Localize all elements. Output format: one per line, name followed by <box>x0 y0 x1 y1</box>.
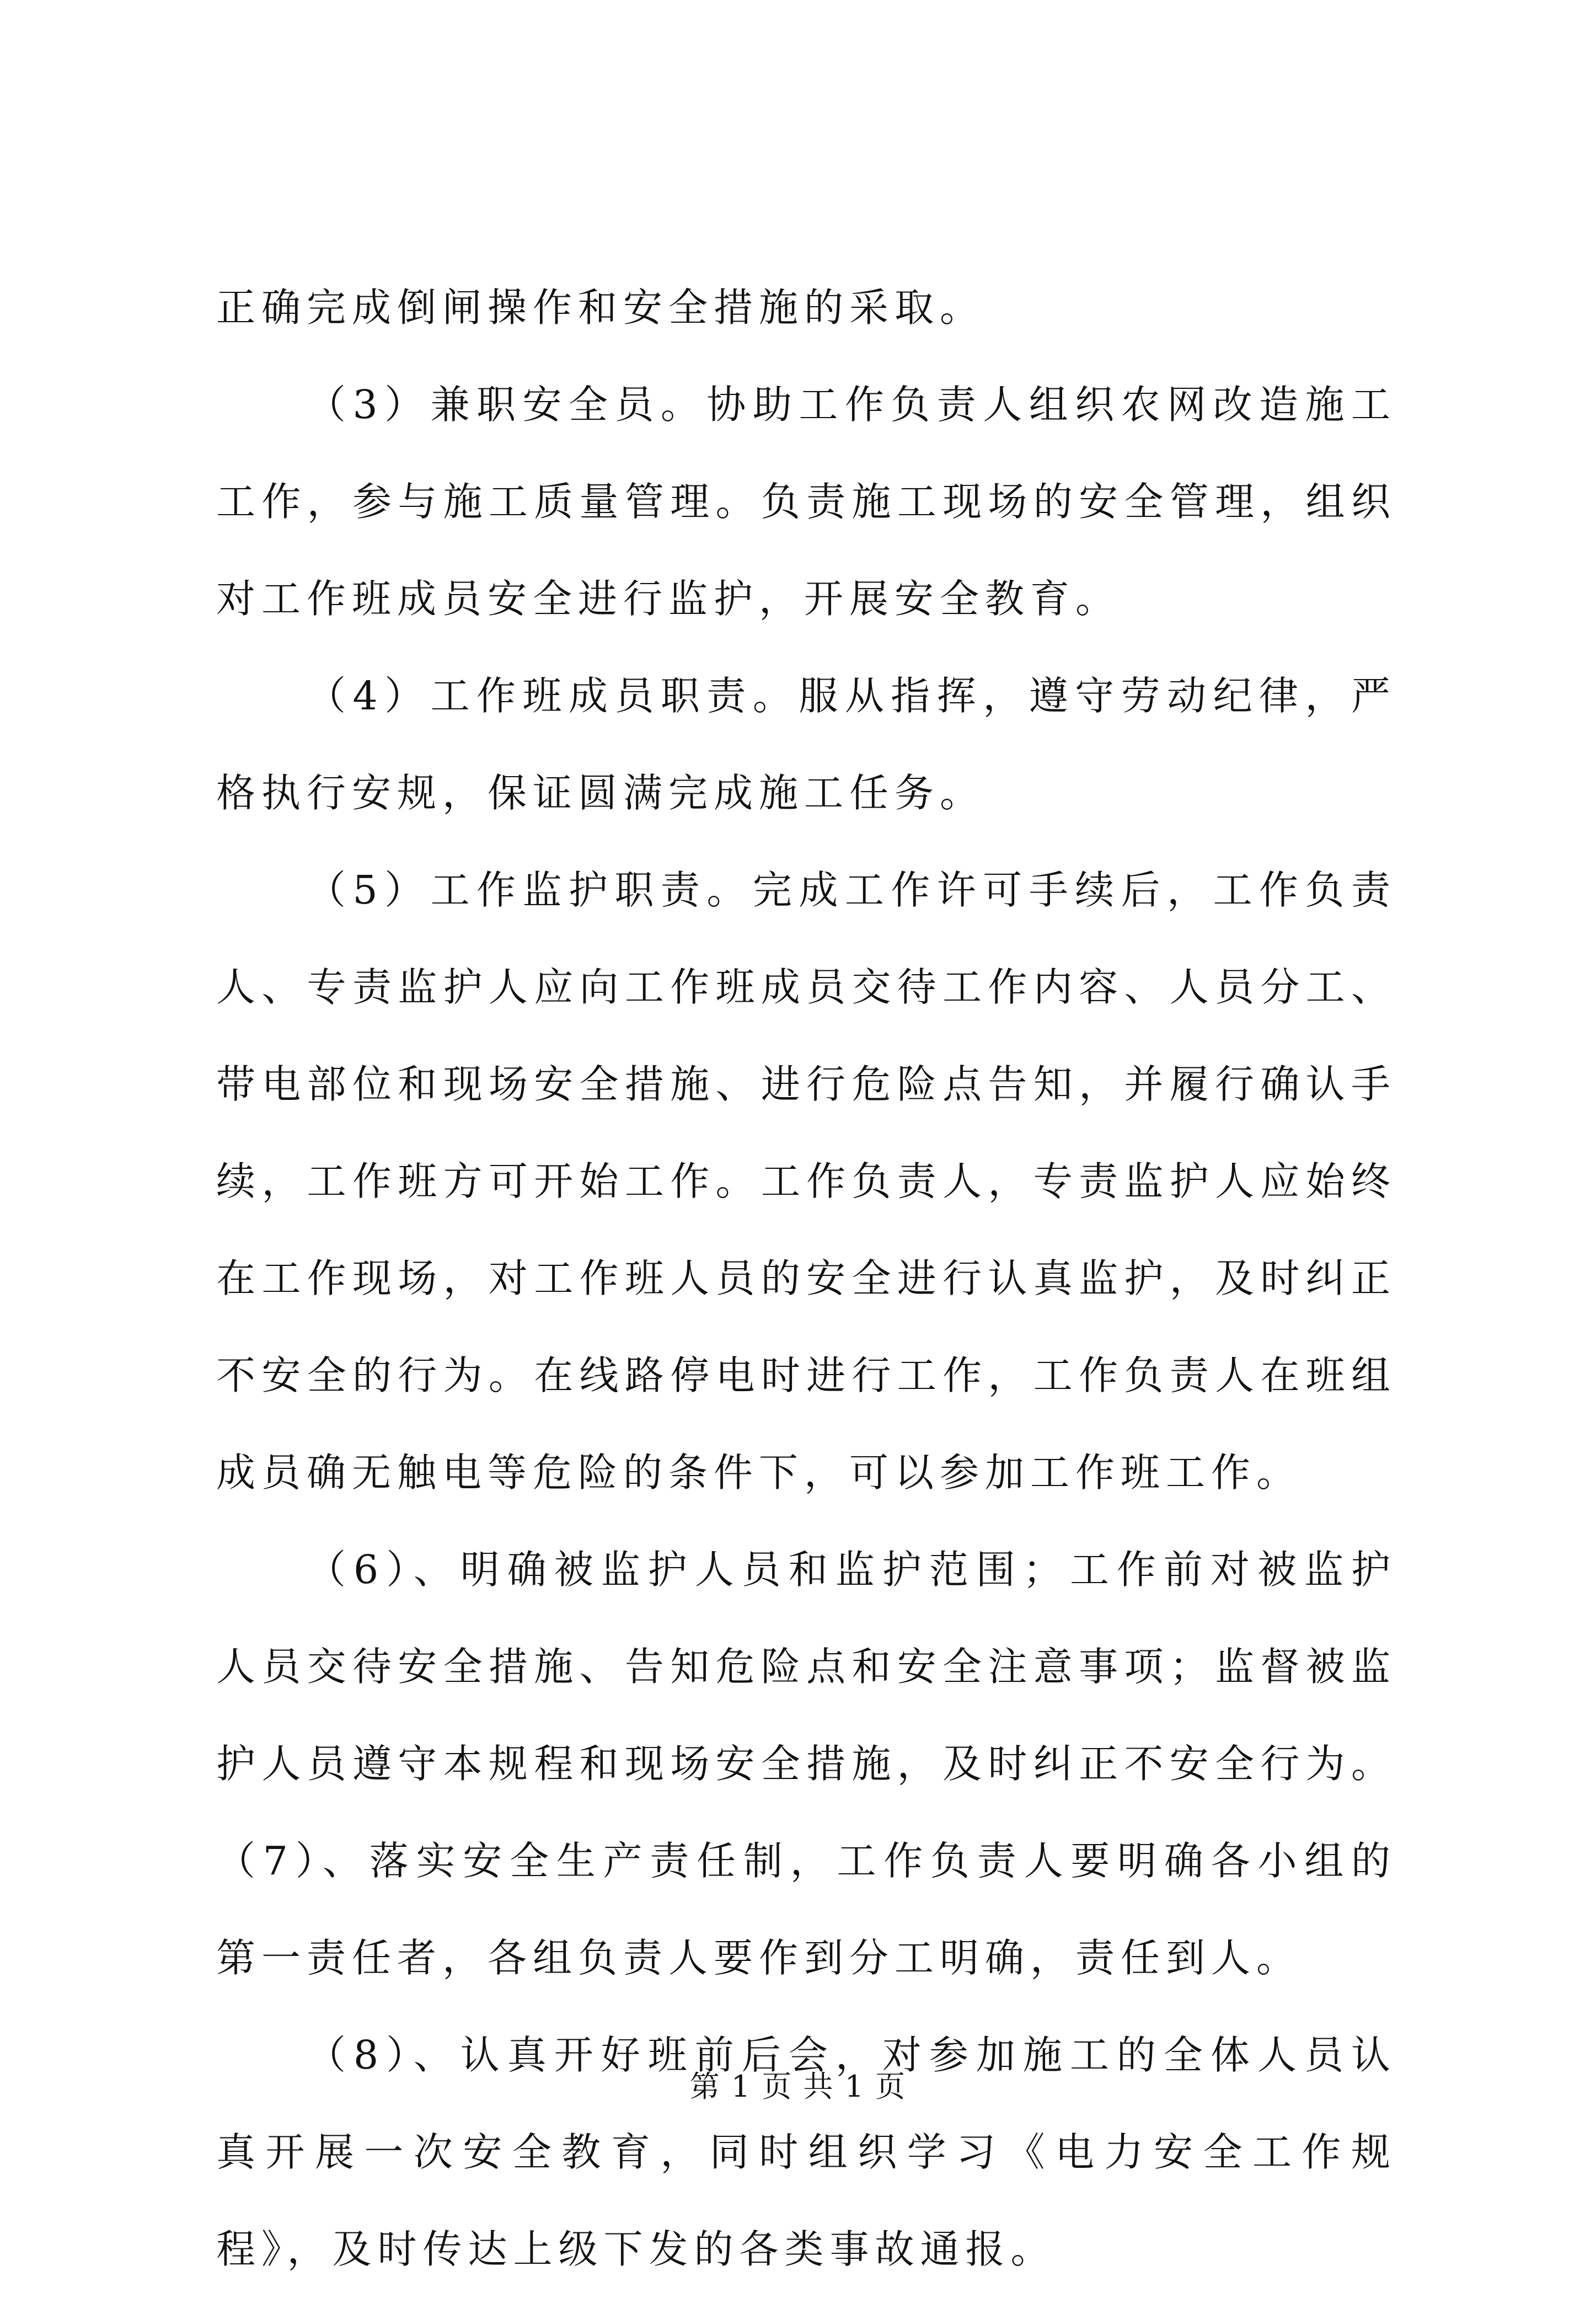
page-footer: 第 1 页 共 1 页 <box>689 2069 907 2104</box>
paragraph-item-3: （3）兼职安全员。协助工作负责人组织农网改造施工工作，参与施工质量管理。负责施工现场的安全管理，组织对工作班成员安全进行监护，开展安全教育。 <box>216 382 1396 622</box>
paragraph-continuation: 正确完成倒闸操作和安全措施的采取。 <box>216 285 986 330</box>
paragraph-item-4: （4）工作班成员职责。服从指挥，遵守劳动纪律，严格执行安规，保证圆满完成施工任务。 <box>216 673 1396 816</box>
paragraph-item-8: （8）、认真开好班前后会，对参加施工的全体人员认真开展一次安全教育，同时组织学习《电力安全工作规程》，及时传达上级下发的各类事故通报。 <box>216 2032 1396 2272</box>
document-body <box>216 259 1396 2298</box>
paragraph-item-5: （5）工作监护职责。完成工作许可手续后，工作负责人、专责监护人应向工作班成员交待工作内容、人员分工、带电部位和现场安全措施、进行危险点告知，并履行确认手续，工作班方可开始工作。工作负责人，专责监护人应始终在工作现场，对工作班人员的安全进行认真监护，及时纠正不安全的行为。在线路停电时进行工作，工作负责人在班组成员确无触电等危险的条件下，可以参加工作班工作。 <box>216 867 1396 1495</box>
paragraph-item-6-7: （6）、明确被监护人员和监护范围；工作前对被监护人员交待安全措施、告知危险点和安全注意事项；监督被监护人员遵守本规程和现场安全措施，及时纠正不安全行为。（7）、落实安全生产责任制，工作负责人要明确各小组的第一责任者，各组负责人要作到分工明确，责任到人。 <box>216 1547 1396 1981</box>
